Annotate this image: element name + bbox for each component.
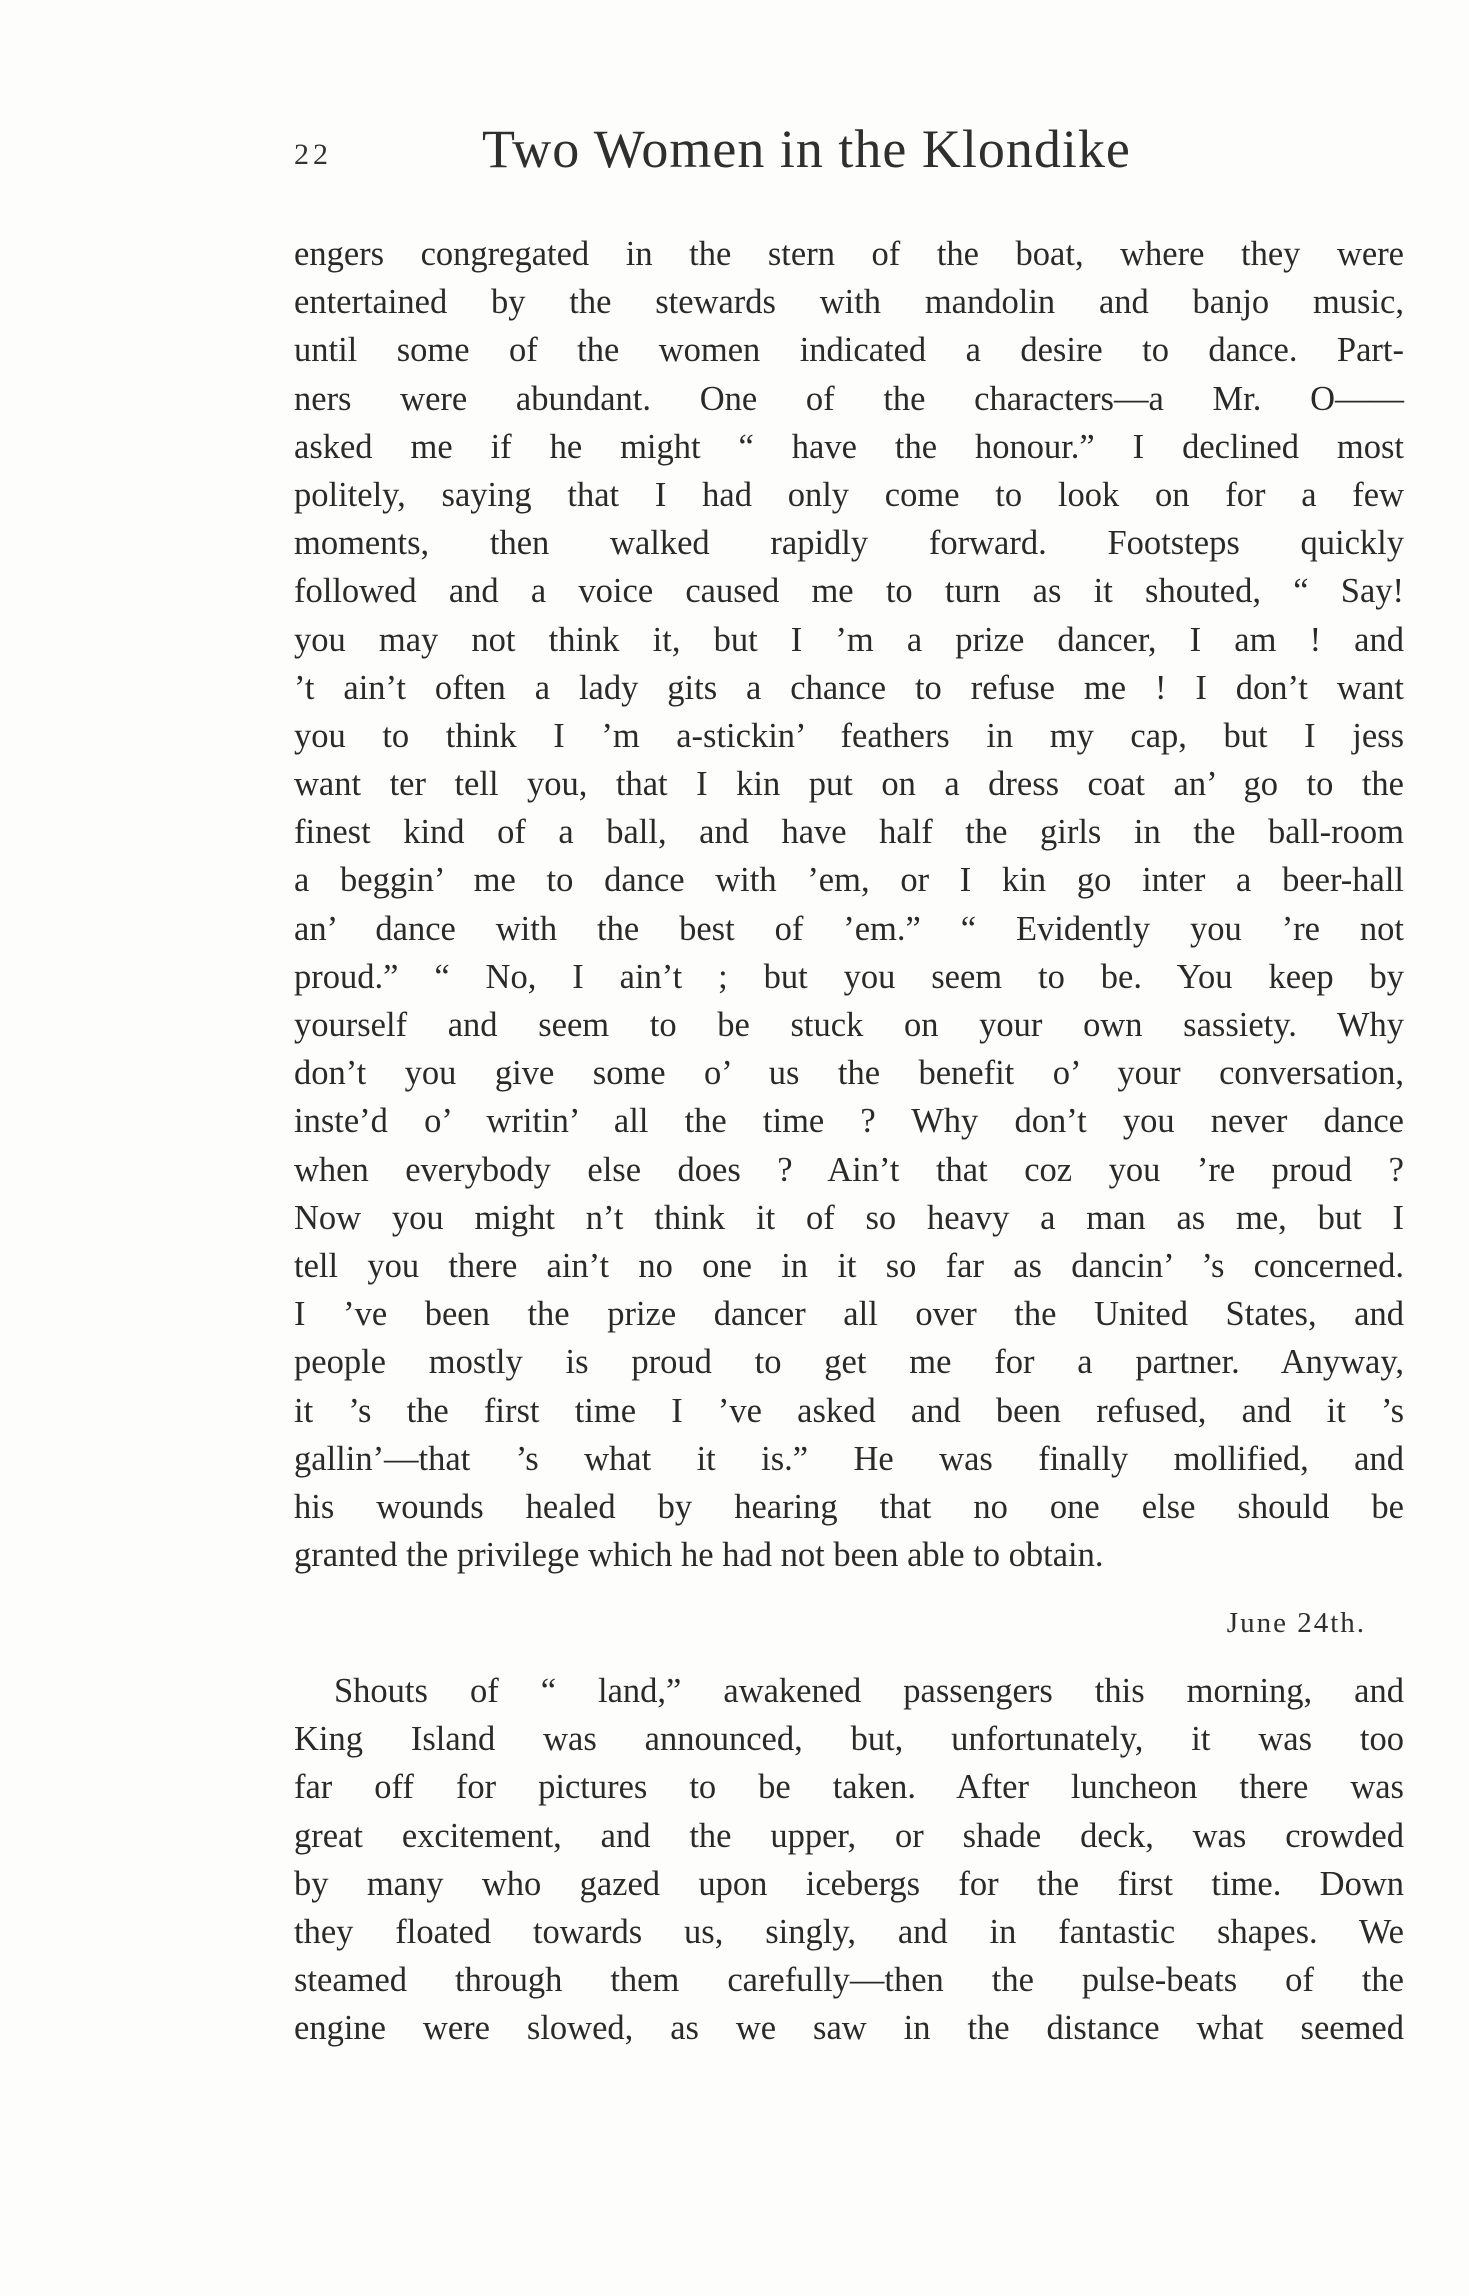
text-line: steamed through them carefully—then the pulse-beats of the — [294, 1961, 1404, 2000]
text-line: don’t you give some o’ us the benefit o’ your conversation, — [294, 1054, 1404, 1093]
running-head — [294, 118, 1404, 188]
paragraph-icebergs — [294, 1667, 1404, 2053]
text-line: engine were slowed, as we saw in the distance what seemed — [294, 2009, 1404, 2048]
text-line: an’ dance with the best of ’em.” “ Evidently you ’re not — [294, 909, 1404, 948]
text-line: ners were abundant. One of the characters—a Mr. O—— — [294, 379, 1404, 418]
text-line: moments, then walked rapidly forward. Footsteps quickly — [294, 524, 1404, 563]
text-line: gallin’—that ’s what it is.” He was finally mollified, and — [294, 1439, 1404, 1478]
text-line: a beggin’ me to dance with ’em, or I kin go inter a beer-hall — [294, 861, 1404, 900]
text-line: you may not think it, but I ’m a prize dancer, I am ! and — [294, 620, 1404, 659]
text-line: people mostly is proud to get me for a partner. Anyway, — [294, 1343, 1404, 1382]
text-line: inste’d o’ writin’ all the time ? Why don’t you never dance — [294, 1102, 1404, 1141]
text-line: King Island was announced, but, unfortunately, it was too — [294, 1720, 1404, 1759]
text-line: you to think I ’m a-stickin’ feathers in my cap, but I jess — [294, 716, 1404, 755]
date-heading: June 24th. — [1226, 1607, 1366, 1639]
text-line: by many who gazed upon icebergs for the first time. Down — [294, 1864, 1404, 1903]
text-line: proud.” “ No, I ain’t ; but you seem to be. You keep by — [294, 957, 1404, 996]
text-line: tell you there ain’t no one in it so far as dancin’ ’s concerned. — [294, 1246, 1404, 1285]
text-line: yourself and seem to be stuck on your own sassiety. Why — [294, 1006, 1404, 1044]
text-line: finest kind of a ball, and have half the girls in the ball-room — [294, 813, 1404, 852]
text-line: followed and a voice caused me to turn as it shouted, “ Say! — [294, 572, 1404, 611]
text-line: Shouts of “ land,” awakened passengers this morning, and — [334, 1672, 1404, 1710]
text-line: Now you might n’t think it of so heavy a man as me, but I — [294, 1198, 1404, 1237]
text-line: ’t ain’t often a lady gits a chance to refuse me ! I don’t want — [294, 668, 1404, 707]
paragraph-dance-episode — [294, 230, 1404, 1579]
text-line: far off for pictures to be taken. After luncheon there was — [294, 1768, 1404, 1807]
text-line: want ter tell you, that I kin put on a dress coat an’ go to the — [294, 765, 1404, 804]
text-line: his wounds healed by hearing that no one else should be — [294, 1487, 1404, 1526]
text-line: when everybody else does ? Ain’t that coz you ’re proud ? — [294, 1150, 1404, 1189]
text-line: granted the privilege which he had not been able to obtain. — [294, 1536, 1104, 1575]
text-line: engers congregated in the stern of the boat, where they were — [294, 235, 1404, 273]
text-line: politely, saying that I had only come to look on for a few — [294, 475, 1404, 514]
page-number: 22 — [294, 138, 332, 171]
text-line: I ’ve been the prize dancer all over the United States, and — [294, 1295, 1404, 1334]
running-title: Two Women in the Klondike — [482, 119, 1131, 179]
text-line: great excitement, and the upper, or shade deck, was crowded — [294, 1816, 1404, 1855]
text-line: asked me if he might “ have the honour.” I declined most — [294, 427, 1404, 466]
text-line: they floated towards us, singly, and in fantastic shapes. We — [294, 1912, 1404, 1951]
text-line: entertained by the stewards with mandolin and banjo music, — [294, 283, 1404, 322]
text-line: it ’s the first time I ’ve asked and been refused, and it ’s — [294, 1391, 1404, 1430]
text-line: until some of the women indicated a desire to dance. Part- — [294, 331, 1404, 370]
